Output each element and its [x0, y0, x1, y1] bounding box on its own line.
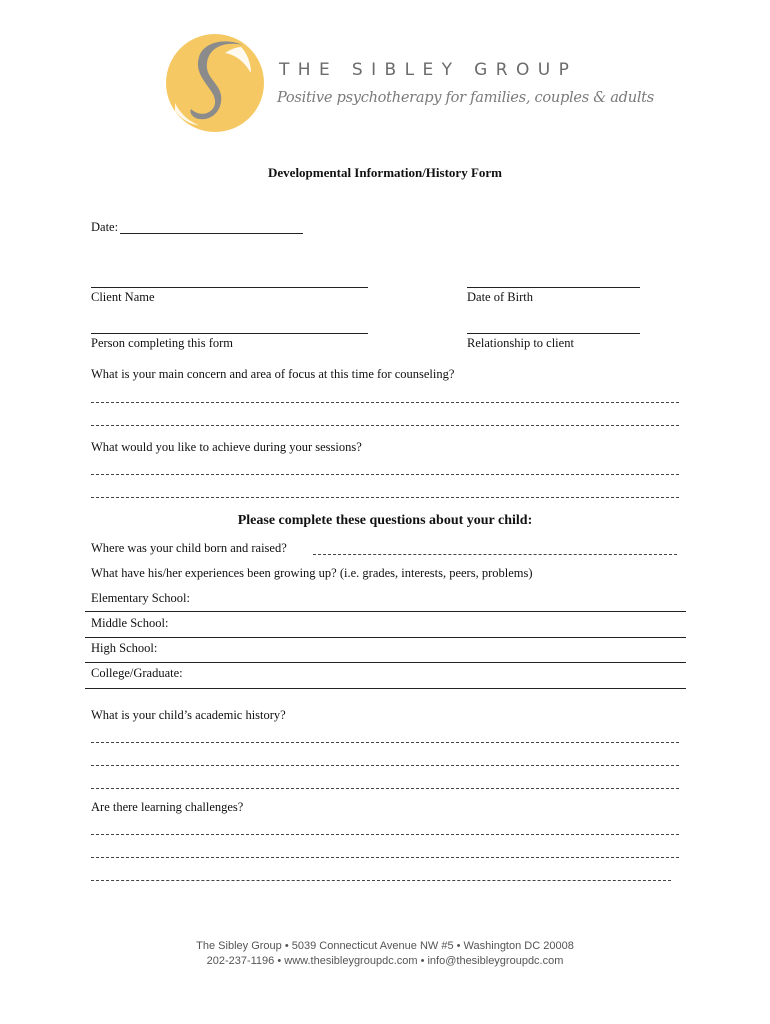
client-name-label: Client Name [91, 290, 155, 304]
date-label: Date: [91, 220, 119, 234]
question-academic-history: What is your child’s academic history? [91, 708, 286, 722]
high-school-field[interactable] [85, 662, 686, 663]
answer-line[interactable] [91, 788, 679, 789]
answer-line[interactable] [91, 497, 679, 498]
college-field[interactable] [85, 688, 686, 689]
middle-school-label: Middle School: [91, 616, 169, 630]
person-completing-label: Person completing this form [91, 336, 233, 350]
relationship-label: Relationship to client [467, 336, 574, 350]
brand-tagline: Positive psychotherapy for families, couples & adults [277, 89, 654, 106]
question-experiences: What have his/her experiences been growing up? (i.e. grades, interests, peers, problems) [91, 566, 533, 580]
dob-label: Date of Birth [467, 290, 533, 304]
answer-line[interactable] [91, 880, 671, 881]
high-school-label: High School: [91, 641, 158, 655]
person-completing-field[interactable] [91, 333, 368, 334]
question-born-raised: Where was your child born and raised? [91, 541, 287, 555]
born-raised-field[interactable] [313, 554, 677, 555]
client-name-field[interactable] [91, 287, 368, 288]
dob-field[interactable] [467, 287, 640, 288]
answer-line[interactable] [91, 857, 679, 858]
answer-line[interactable] [91, 834, 679, 835]
footer-address: The Sibley Group • 5039 Connecticut Avenue NW #5 • Washington DC 20008 [196, 940, 574, 952]
answer-line[interactable] [91, 402, 679, 403]
middle-school-field[interactable] [85, 637, 686, 638]
answer-line[interactable] [91, 742, 679, 743]
college-label: College/Graduate: [91, 666, 183, 680]
question-main-concern: What is your main concern and area of focus at this time for counseling? [91, 367, 455, 381]
elementary-school-field[interactable] [85, 611, 686, 612]
sibley-logo-icon [165, 33, 269, 133]
relationship-field[interactable] [467, 333, 640, 334]
child-section-heading: Please complete these questions about your child: [237, 513, 533, 528]
answer-line[interactable] [91, 765, 679, 766]
footer-contact: 202-237-1196 • www.thesibleygroupdc.com • info@thesibleygroupdc.com [206, 955, 564, 967]
answer-line[interactable] [91, 474, 679, 475]
question-learning-challenges: Are there learning challenges? [91, 800, 244, 814]
form-title: Developmental Information/History Form [268, 165, 502, 180]
date-field[interactable] [120, 233, 303, 234]
elementary-school-label: Elementary School: [91, 591, 190, 605]
question-achieve: What would you like to achieve during your sessions? [91, 440, 362, 454]
answer-line[interactable] [91, 425, 679, 426]
brand-name: THE SIBLEY GROUP [279, 60, 578, 80]
